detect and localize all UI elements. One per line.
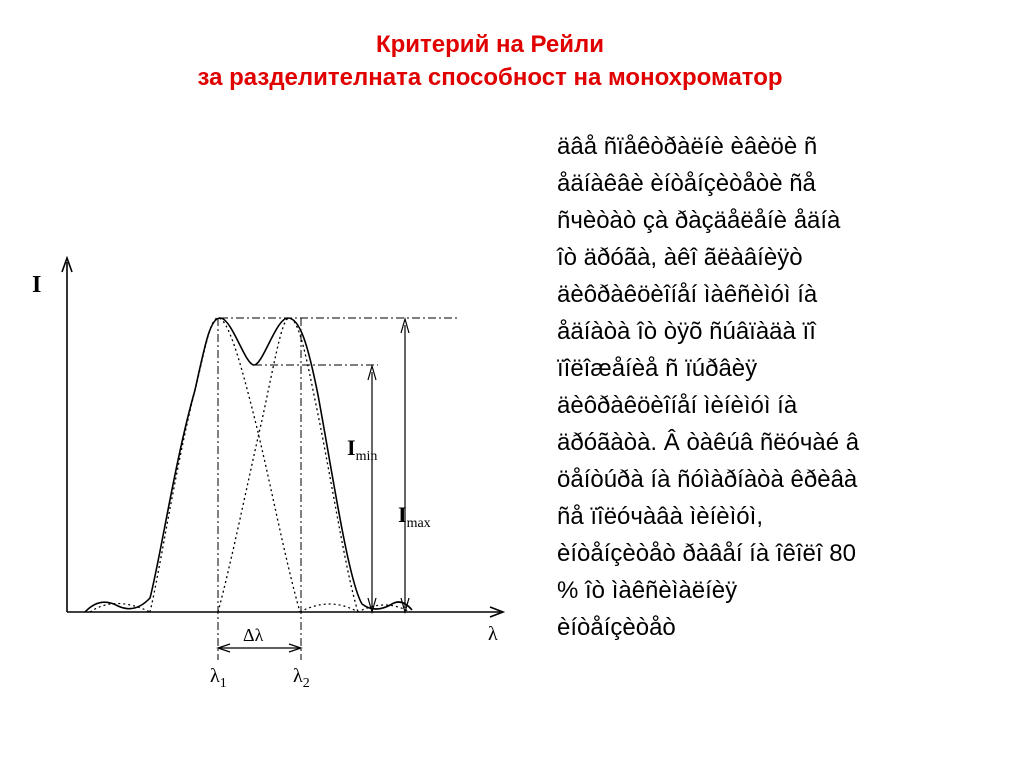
- text-line: ñå ïîëóчàâà ìèíèìóì,: [557, 503, 763, 530]
- text-line: äèôðàêöèîíåí ìèíèìóì íà: [557, 392, 798, 419]
- title-line-1: Критерий на Рейли: [375, 31, 605, 58]
- lambda1-label: $\lambda_1$: [210, 665, 227, 691]
- text-line: èíòåíçèòåò: [557, 614, 676, 641]
- text-line: öåíòúðà íà ñóìàðíàòà êðèâà: [557, 466, 858, 493]
- text-line: äâå ñïåêòðàëíè èâèöè ñ: [557, 133, 818, 160]
- text-line: îò äðóãà, àêî ãëàâíèÿò: [557, 244, 803, 271]
- text-line: ïîëîæåíèå ñ ïúðâèÿ: [557, 355, 758, 382]
- imax-label: $I_{max}$: [398, 502, 431, 531]
- title-line-2: за разделителната способност на монохроматор: [197, 64, 783, 91]
- sum-curve: [85, 318, 412, 612]
- y-axis-label: I: [32, 272, 42, 298]
- explanation-text: [557, 128, 1007, 646]
- text-line: % îò ìàêñèìàëíèÿ: [557, 577, 738, 604]
- lambda2-label: $\lambda_2$: [293, 665, 310, 691]
- delta-lambda-label: Δλ: [243, 625, 264, 645]
- text-line: ñчèòàò çà ðàçäåëåíè åäíà: [557, 207, 841, 234]
- text-line: èíòåíçèòåò ðàâåí íà îêîëî 80: [557, 540, 856, 567]
- line-profile-1: [150, 318, 300, 612]
- text-line: åäíàêâè èíòåíçèòåòè ñå: [557, 170, 816, 197]
- x-axis-label: λ: [488, 623, 498, 645]
- text-line: åäíàòà îò òÿõ ñúâïàäà ïî: [557, 318, 816, 345]
- text-line: äèôðàêöèîíåí ìàêñèìóì íà: [557, 281, 818, 308]
- imin-label: $I_{min}$: [347, 435, 378, 464]
- text-line: äðóãàòà. Â òàêúâ ñëóчàé â: [557, 429, 860, 456]
